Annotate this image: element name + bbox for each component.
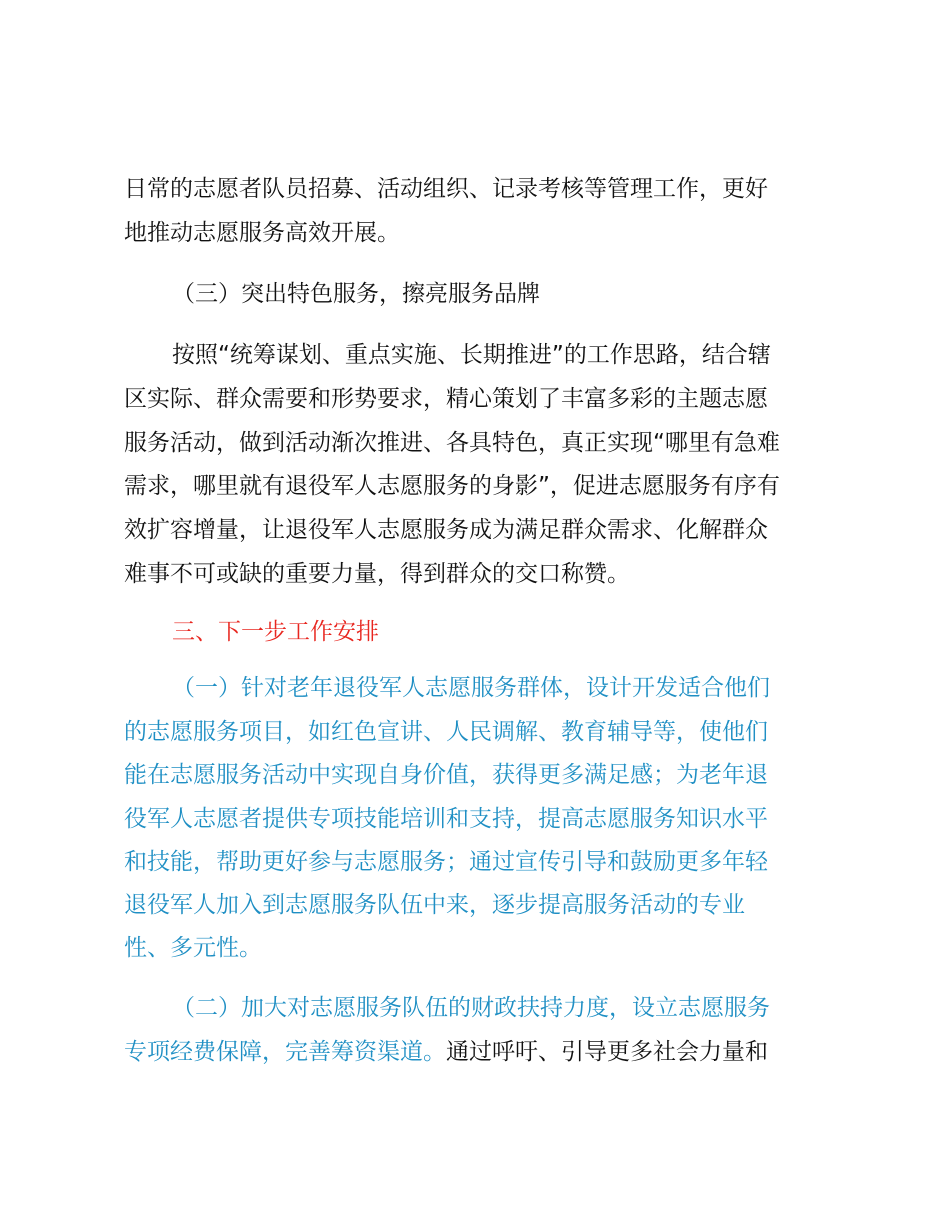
paragraph-3-line-2: 的志愿服务项目，如红色宣讲、人民调解、教育辅导等，使他们 <box>124 719 768 745</box>
paragraph-1-line-1: 日常的志愿者队员招募、活动组织、记录考核等管理工作，更好 <box>124 176 768 202</box>
paragraph-2-line-5: 效扩容增量，让退役军人志愿服务成为满足群众需求、化解群众 <box>124 517 768 543</box>
paragraph-3-line-5: 和技能，帮助更好参与志愿服务；通过宣传引导和鼓励更多年轻 <box>124 849 768 875</box>
paragraph-1-line-2: 地推动志愿服务高效开展。 <box>124 220 400 246</box>
paragraph-3-line-4: 役军人志愿者提供专项技能培训和支持，提高志愿服务知识水平 <box>124 806 768 832</box>
paragraph-2-line-2: 区实际、群众需要和形势要求，精心策划了丰富多彩的主题志愿 <box>124 386 768 412</box>
paragraph-4-line-1: （二）加大对志愿服务队伍的财政扶持力度，设立志愿服务 <box>172 995 770 1021</box>
section-heading: 三、下一步工作安排 <box>172 619 379 645</box>
paragraph-3-line-3: 能在志愿服务活动中实现自身价值，获得更多满足感；为老年退 <box>124 762 768 788</box>
paragraph-2-line-4: 需求，哪里就有退役军人志愿服务的身影”，促进志愿服务有序有 <box>124 473 780 499</box>
paragraph-4-line-2 <box>124 1037 844 1067</box>
paragraph-4-line-2-black: 通过呼吁、引导更多社会力量和 <box>446 1039 768 1065</box>
paragraph-3-line-1: （一）针对老年退役军人志愿服务群体，设计开发适合他们 <box>172 675 770 701</box>
paragraph-2-line-6: 难事不可或缺的重要力量，得到群众的交口称赞。 <box>124 561 630 587</box>
paragraph-2-line-3: 服务活动，做到活动渐次推进、各具特色，真正实现“哪里有急难 <box>124 430 780 456</box>
paragraph-3-line-7: 性、多元性。 <box>124 935 262 961</box>
paragraph-2-line-1: 按照“统筹谋划、重点实施、长期推进”的工作思路，结合辖 <box>172 342 771 368</box>
paragraph-3-line-6: 退役军人加入到志愿服务队伍中来，逐步提高服务活动的专业 <box>124 892 745 918</box>
subheading-3: （三）突出特色服务，擦亮服务品牌 <box>172 281 540 307</box>
paragraph-4-line-2-blue: 专项经费保障，完善筹资渠道。 <box>124 1039 446 1065</box>
